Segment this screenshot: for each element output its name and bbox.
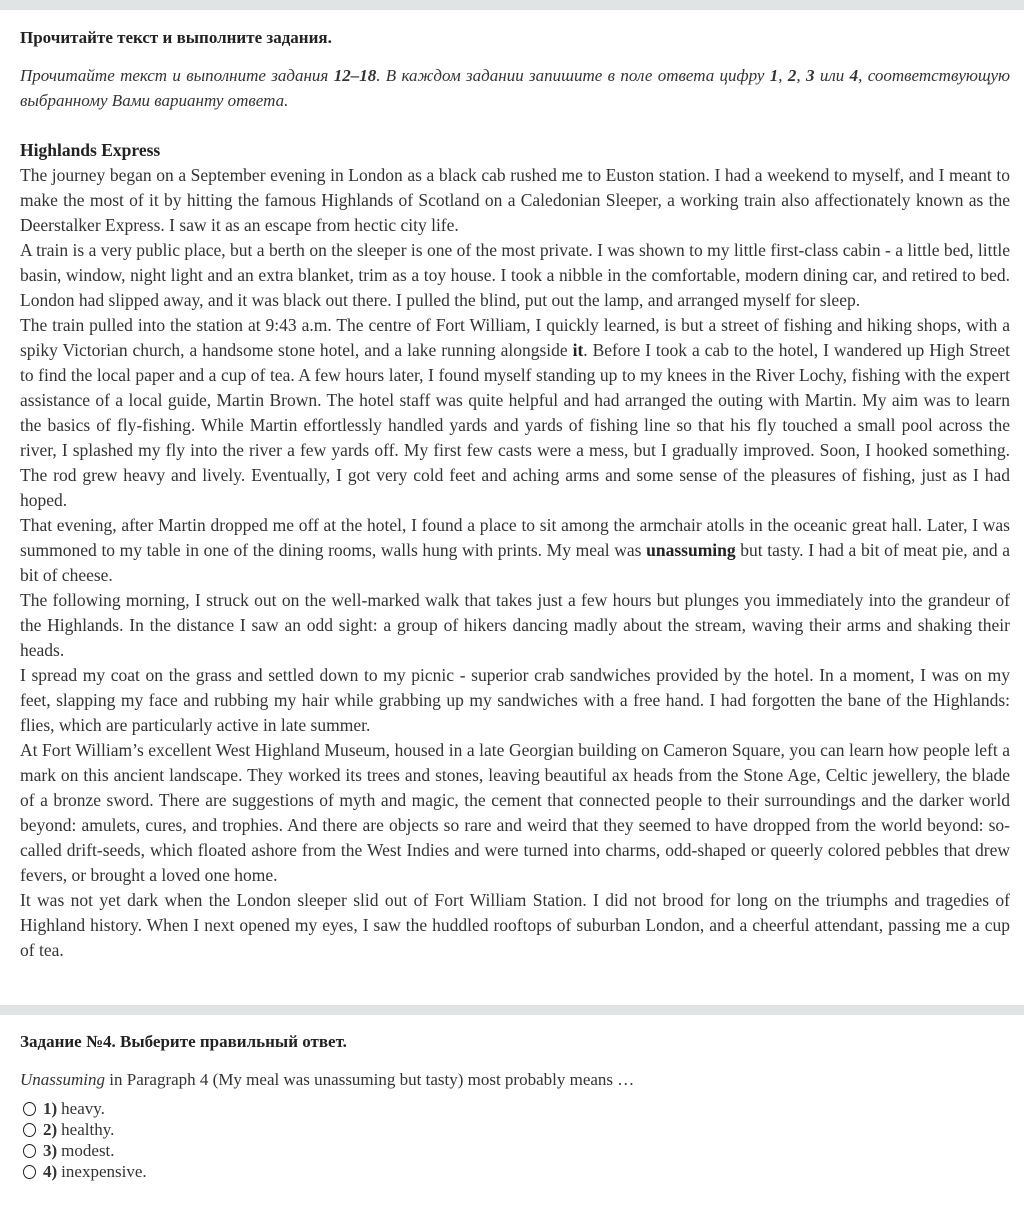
option-label: heavy. [61, 1099, 105, 1118]
paragraph-text: That evening, after Martin dropped me off at the hotel, I found a place to sit among the armchair atolls in the oceanic great hall. Later, I was summoned to my table in one of the dining rooms, walls hung with prints. My meal was [20, 515, 1010, 560]
highlighted-word: it [572, 340, 584, 360]
option-number: 2) [43, 1120, 58, 1139]
instr-digit: 3 [806, 66, 815, 85]
question-word: Unassuming [20, 1070, 106, 1089]
paragraph-6: I spread my coat on the grass and settled down to my picnic - superior crab sandwiches provided by the hotel. In a moment, I was on my feet, slapping my face and rubbing my hair while grabbing up my sandwiches with a free hand. I had forgotten the bane of the Highlands: flies, which are particularly active in late summer. [20, 665, 1010, 735]
text-title: Highlands Express [20, 140, 161, 160]
option-number: 4) [43, 1162, 58, 1181]
option-3[interactable] [20, 1140, 1010, 1161]
instr-text: , [858, 66, 863, 85]
paragraph-7: At Fort William’s excellent West Highland Museum, housed in a late Georgian building on Cameron Square, you can learn how people left a mark on this ancient landscape. They worked its trees and stones, leaving beautiful ax heads from the Stone Age, Celtic jewellery, the blade of a bronze sword. There are suggestions of myth and magic, the cement that connected people to their surroundings and the darker world beyond: amulets, cures, and trophies. And there are objects so rare and weird that they seemed to have dropped from the world beyond: so-called drift-seeds, which floated ashore from the West Indies and were turned into charms, odd-shaped or queerly colored pebbles that drew fevers, or brought a loved one home. [20, 740, 1010, 885]
radio-button[interactable] [23, 1165, 36, 1179]
question [20, 1069, 1010, 1091]
paragraph-4 [20, 513, 1010, 588]
option-2[interactable] [20, 1119, 1010, 1140]
radio-button[interactable] [23, 1102, 36, 1116]
instr-digit: 1 [769, 66, 779, 85]
task-title: Задание №4. Выберите правильный ответ. [20, 1032, 347, 1051]
option-label: inexpensive. [61, 1162, 147, 1181]
radio-button[interactable] [23, 1123, 36, 1137]
instruction [20, 63, 1010, 113]
instr-range: 12–18 [333, 66, 377, 85]
instr-text: В каждом задании запишите в поле ответа цифру [380, 66, 770, 85]
instr-text: , [796, 66, 807, 85]
option-4[interactable] [20, 1161, 1010, 1182]
radio-button[interactable] [23, 1144, 36, 1158]
option-number: 1) [43, 1099, 58, 1118]
section-heading: Прочитайте текст и выполните задания. [20, 28, 332, 47]
paragraph-text: The train pulled into the station at 9:43 a.m. The centre of Fort William, I quickly learned, is but a street of fishing and hiking shops, with a spiky Victorian church, a handsome stone hotel, and a lake running alongside [20, 315, 1010, 360]
option-label: healthy. [61, 1120, 115, 1139]
paragraph-text: but tasty. I had a bit of meat pie, and a bit of cheese. [20, 540, 1010, 585]
question-text: in Paragraph 4 (My meal was unassuming but tasty) most probably means … [105, 1070, 635, 1089]
paragraph-8: It was not yet dark when the London sleeper slid out of Fort William Station. I did not brood for long on the triumphs and tragedies of Highland history. When I next opened my eyes, I saw the huddled rooftops of suburban London, and a cheerful attendant, passing me a cup of tea. [20, 890, 1010, 960]
instr-text: соответствующую выбранному Вами варианту ответа. [20, 66, 1010, 110]
option-1[interactable] [20, 1098, 1010, 1119]
instr-text: . [376, 66, 381, 85]
instr-digit: 2 [787, 66, 797, 85]
instr-digit: 4 [849, 66, 859, 85]
task-section [20, 1031, 1010, 1182]
reading-section [20, 27, 1010, 963]
paragraph-3 [20, 313, 1010, 513]
instr-text: или [814, 66, 850, 85]
paragraph-2: A train is a very public place, but a berth on the sleeper is one of the most private. I was shown to my little first-class cabin - a little bed, little basin, window, night light and an extra blanket, trim as a toy house. I took a nibble in the comfortable, modern dining car, and retired to bed. London had slipped away, and it was black out there. I pulled the blind, put out the lamp, and arranged myself for sleep. [20, 240, 1010, 310]
instr-text: , [778, 66, 788, 85]
top-divider [0, 0, 1024, 10]
option-number: 3) [43, 1141, 58, 1160]
paragraph-1: The journey began on a September evening in London as a black cab rushed me to Euston station. I had a weekend to myself, and I meant to make the most of it by hitting the famous Highlands of Scotland on a Caledonian Sleeper, a working train also affectionately known as the Deerstalker Express. I saw it as an escape from hectic city life. [20, 165, 1010, 235]
paragraph-text: . Before I took a cab to the hotel, I wandered up High Street to find the local paper and a cup of tea. A few hours later, I found myself standing up to my knees in the River Lochy, fishing with the expert assistance of a local guide, Martin Brown. The hotel staff was quite helpful and had arranged the outing with Martin. My aim was to learn the basics of fly-fishing. While Martin effortlessly handled yards and yards of fishing line so that his fly touched a small pool across the river, I splashed my fly into the river a few yards off. My first few casts were a mess, but I gradually improved. Soon, I hooked something. The rod grew heavy and lively. Eventually, I got very cold feet and aching arms and some sense of the pleasures of fishing, just as I had hoped. [20, 340, 1010, 510]
option-label: modest. [61, 1141, 115, 1160]
paragraph-5: The following morning, I struck out on the well-marked walk that takes just a few hours but plunges you immediately into the grandeur of the Highlands. In the distance I saw an odd sight: a group of hikers dancing madly about the stream, waving their arms and shaking their heads. [20, 590, 1010, 660]
highlighted-word: unassuming [646, 540, 736, 560]
instr-text: Прочитайте текст и выполните задания [20, 66, 334, 85]
section-divider [0, 1005, 1024, 1015]
